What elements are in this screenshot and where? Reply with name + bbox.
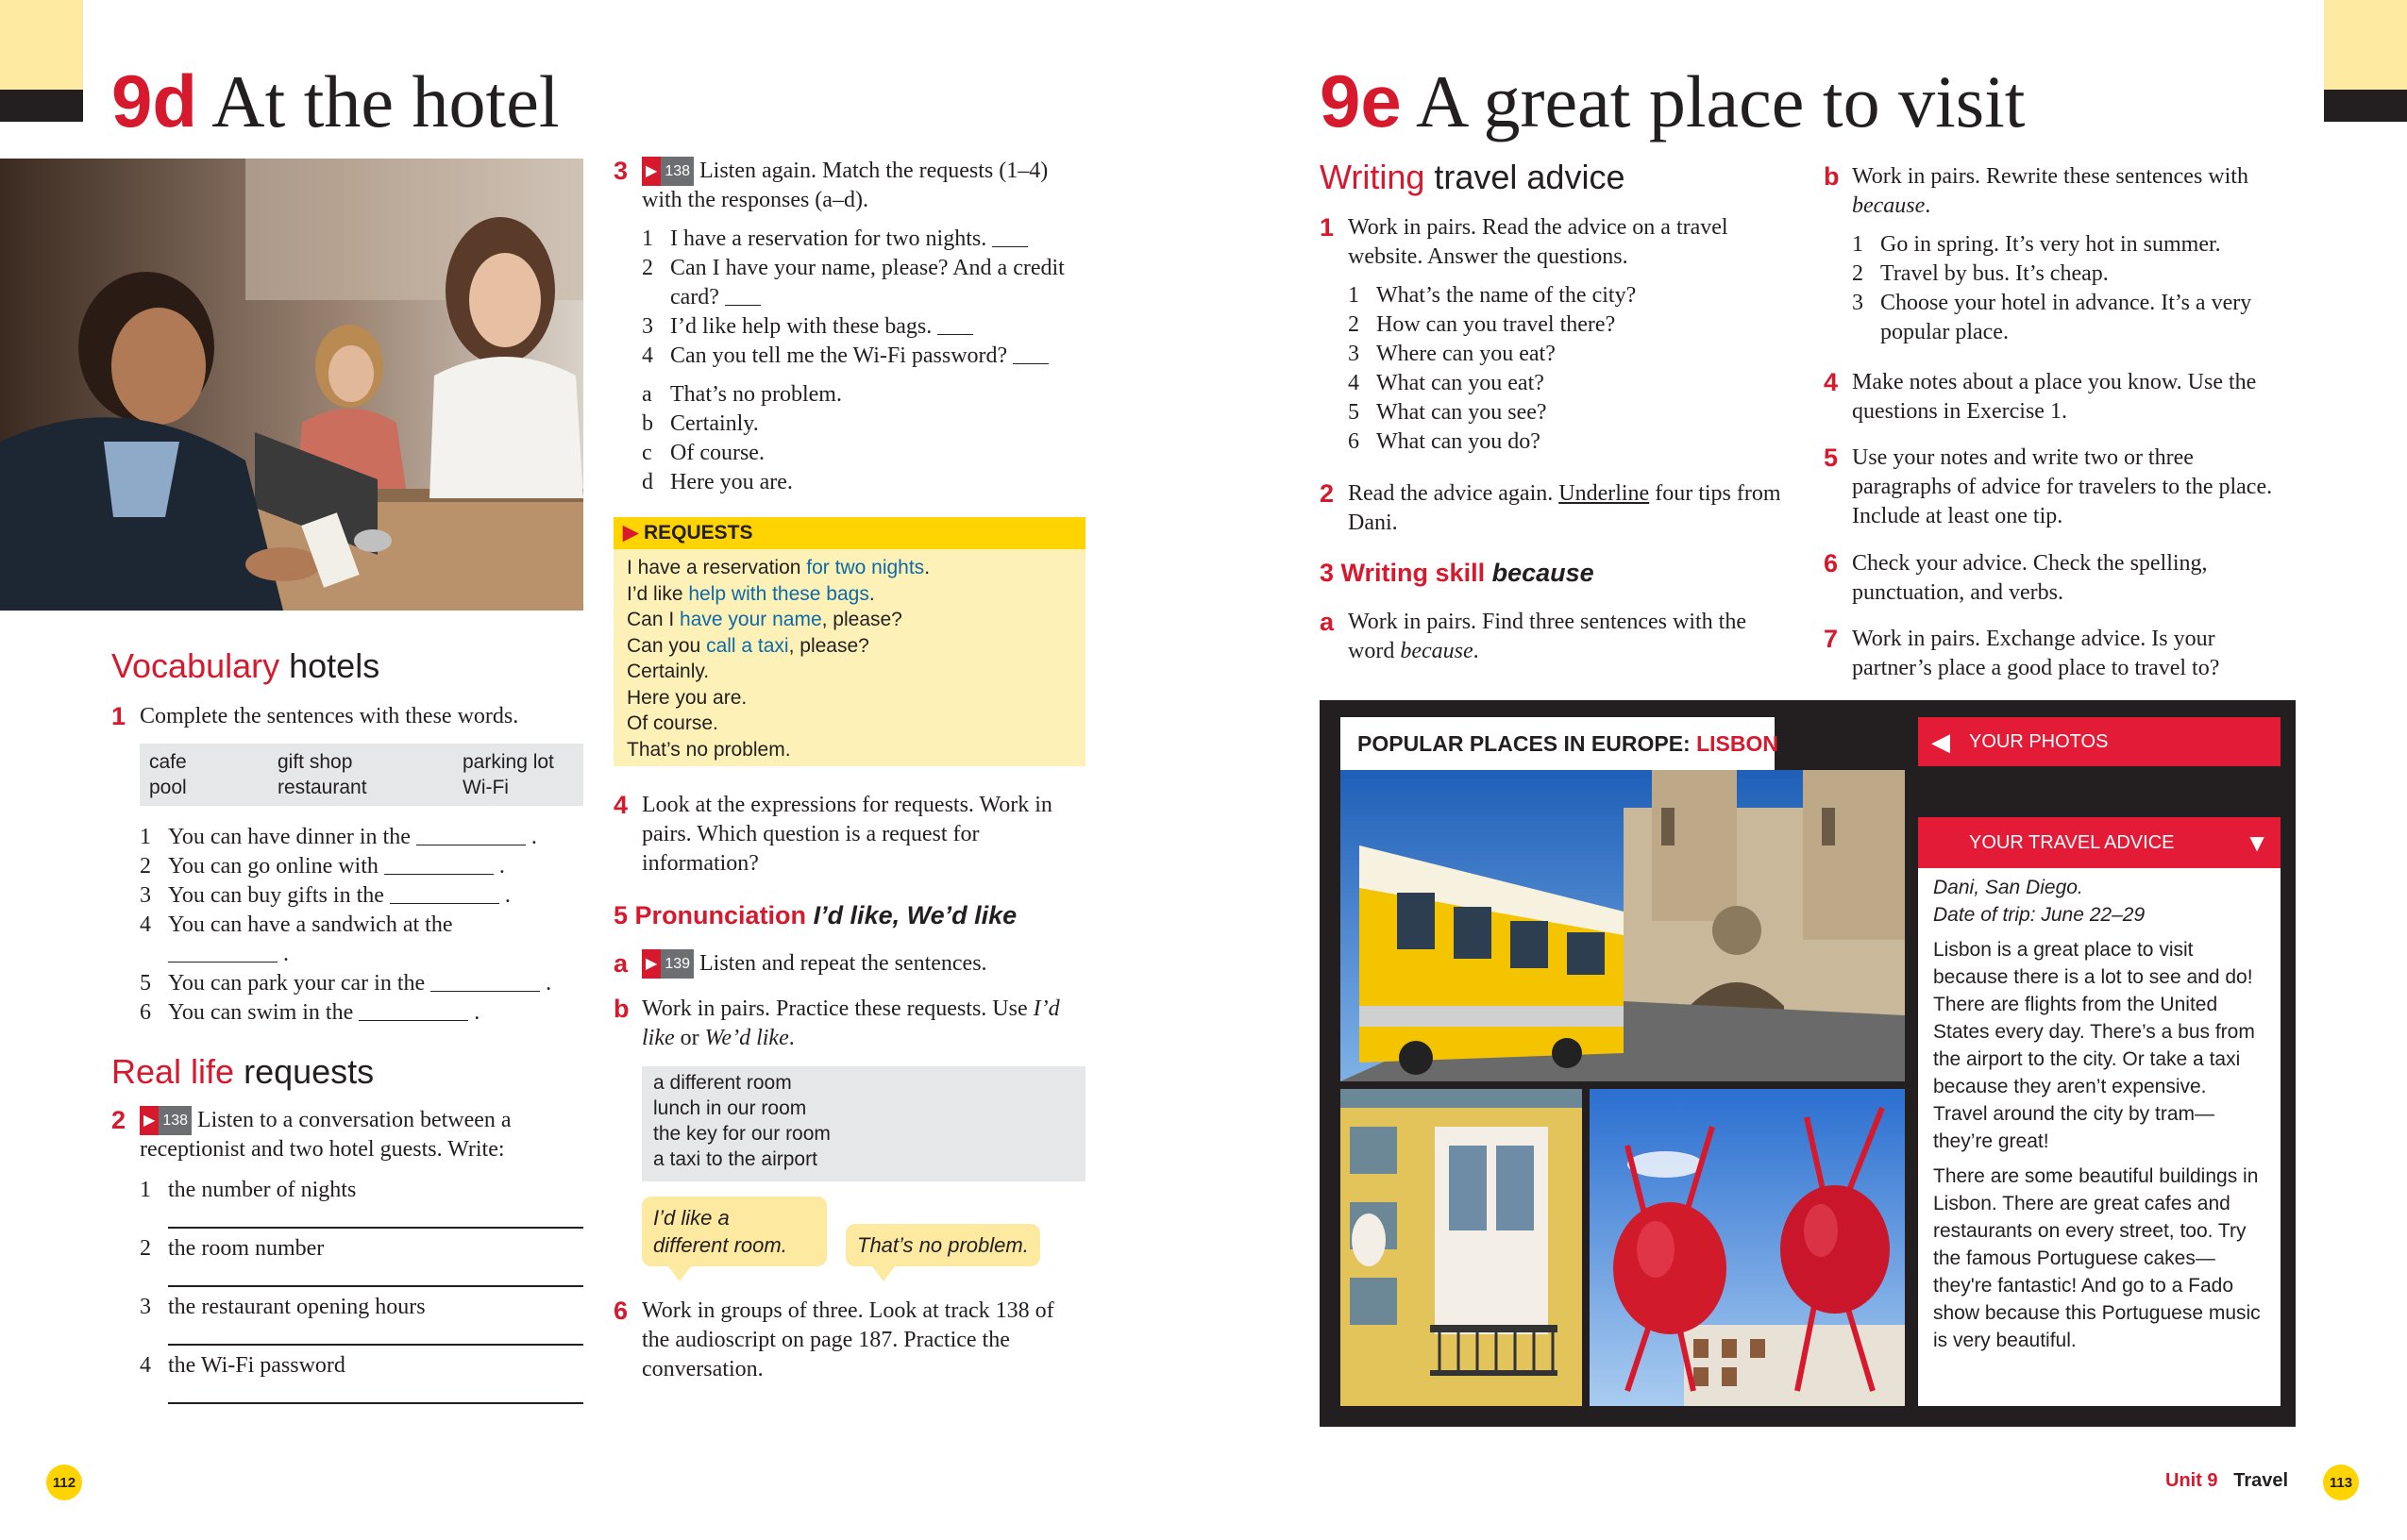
exercise-instruction: Complete the sentences with these words. [140,704,519,728]
page-number-113: 113 [2323,1465,2359,1500]
list-item: 2 Can I have your name, please? And a credit card? [642,256,1065,310]
word: gift shop [278,751,353,773]
answer-blank[interactable] [1013,344,1049,364]
exercise-number: 4 [614,791,629,819]
travel-advice-panel [1918,817,2281,1406]
answer-blank[interactable] [992,227,1028,247]
response-item: b Certainly. [642,411,759,436]
requests-box [614,517,1086,766]
word: parking lot [463,751,554,773]
vocabulary-heading: Vocabulary hotels [111,646,380,685]
writing-skill-heading: 3 Writing skill because [1320,559,1594,587]
prompt-item: a different room [653,1072,792,1094]
list-item: 6 What can you do? [1348,429,1540,454]
exercise-number: 6 [614,1297,629,1325]
exercise-number: 1 [111,702,126,730]
response-line: Certainly. [627,661,710,682]
exercise-number: 2 [1320,479,1335,508]
list-item: 3 I’d like help with these bags. [642,312,1086,342]
response-line: That’s no problem. [627,738,791,761]
request-line: I have a reservation for two nights. [627,557,931,578]
answer-blank[interactable] [725,286,761,306]
list-item: 1 Go in spring. It’s very hot in summer. [1852,232,2221,257]
answer-line[interactable] [168,1402,583,1404]
request-line: I’d like help with these bags. [627,582,875,605]
prompt-box [642,1066,1086,1181]
unit-footer: Unit 9 Travel [2165,1470,2289,1491]
word: cafe [149,751,187,773]
exercise-4 [614,791,1086,879]
prompt-item: lunch in our room [653,1097,807,1119]
answer-blank[interactable] [416,826,526,845]
answer-line[interactable] [168,1227,583,1229]
speech-bubble-request: I’d like a different room. [642,1197,827,1266]
response-item: d Here you are. [642,470,793,494]
prompt-item: the key for our room [653,1123,831,1145]
response-line: Of course. [627,712,718,734]
facade-illustration [1340,1089,1582,1406]
list-item: 3 Where can you eat? [1348,342,1556,366]
list-item: 2 You can go online with . [140,854,505,879]
exercise-instruction: Listen to a conversation between a receptionist and two hotel guests. Write: [140,1108,512,1162]
listen-write-list [140,1176,583,1410]
exercise-number: 2 [111,1106,126,1134]
advice-author: Dani, San Diego. [1933,877,2083,898]
exercise-number: 6 [1824,549,1839,578]
exercise-6 [614,1297,1086,1384]
request-line: Can I have your name, please? [627,609,902,630]
page-title-9d: 9d At the hotel [111,59,560,142]
writing-heading: Writing travel advice [1320,158,1625,196]
sculpture-illustration [1590,1089,1905,1406]
exercise-number: 4 [1824,368,1839,396]
list-item: 1 I have a reservation for two nights. [642,225,1086,254]
list-item: 2 How can you travel there? [1348,312,1616,337]
list-item: 3 Choose your hotel in advance. It’s a very popular place. [1852,291,2252,344]
advice-paragraph: Lisbon is a great place to visit because there is a lot to see and do! There are flights from the United States every day. There’s a bus from the airport to the city. Or take a taxi because they aren’t expensive. Travel around the city by tram—they’re great! [1933,939,2255,1152]
vocab-exercise-1 [111,702,583,731]
exercise-instruction: Work in groups of three. Look at track 138 of the audioscript on page 187. Practice the conversation. [642,1298,1054,1381]
answer-blank[interactable] [359,1001,468,1021]
tram-cathedral-illustration [1340,770,1905,1081]
exercise-instruction: Listen again. Match the requests (1–4) with the responses (a–d). [642,159,1049,212]
list-item: 1 What’s the name of the city? [1348,283,1637,308]
answer-line[interactable] [168,1285,583,1287]
lisbon-tile-facade-photo [1340,1089,1582,1406]
hotel-reception-photo [0,159,583,611]
exercise-instruction: Look at the expressions for requests. Work in pairs. Which question is a request for information? [642,793,1052,876]
arrow-left-icon: ◀ [1931,728,1950,756]
page-title-9e: 9e A great place to visit [1320,59,2026,142]
corner-tab-left [0,0,83,90]
writing-exercise-6: 6 Check your advice. Check the spelling, punctuation, and verbs. [1824,549,2208,605]
exercise-instruction: Work in pairs. Read the advice on a travel website. Answer the questions. [1348,215,1728,269]
exercise-5a: a ▶ 139 Listen and repeat the sentences. [614,949,987,978]
word-box [140,744,583,806]
word: pool [149,777,187,798]
answer-blank[interactable] [384,855,494,875]
triangle-icon: ▶ [623,522,639,544]
lisbon-tram-photo [1340,770,1905,1081]
audio-track-icon[interactable]: ▶ 139 [642,949,694,979]
audio-track-icon[interactable]: ▶ 138 [642,157,694,186]
writing-exercise-3b: b Work in pairs. Rewrite these sentences with because. 1 Go in spring. It’s very hot in summer. 2 Travel by bus. It’s cheap. 3 Choose your hotel in advance. It’s a very popular place. [1824,162,2296,347]
word: Wi-Fi [463,777,509,798]
list-item: 1 You can have dinner in the . [140,825,537,849]
pronunciation-heading: 5 Pronunciation I’d like, We’d like [614,901,1018,929]
writing-exercise-2: 2 Read the advice again. Underline four tips from Dani. [1320,479,1781,535]
real-life-exercise-2 [111,1106,583,1164]
advice-date: Date of trip: June 22–29 [1933,904,2146,926]
lisbon-red-sculpture-photo [1590,1089,1905,1406]
list-item: 5 You can park your car in the . [140,971,552,996]
exercise-number: 1 [1320,213,1335,242]
exercise-number: 5 [1824,444,1839,472]
list-item: 2 the room number [140,1234,583,1293]
response-line: Here you are. [627,686,748,709]
travel-website-panel [1320,700,2296,1427]
speech-bubble-response: That’s no problem. [846,1224,1040,1266]
advice-paragraph: There are some beautiful buildings in Lisbon. There are great cafes and restaurants on every street, too. Try the famous Portuguese cakes—they're fantastic! And go to a Fado show because this Portuguese music is very beautiful. [1933,1165,2261,1351]
writing-exercise-5: 5 Use your notes and write two or three paragraphs of advice for travelers to the place. Include at least one tip. [1824,444,2273,528]
writing-exercise-4: 4 Make notes about a place you know. Use the questions in Exercise 1. [1824,368,2257,424]
list-item: 4 the Wi-Fi password [140,1351,583,1410]
exercise-3 [614,157,1086,497]
your-photos-tab[interactable]: ◀ YOUR PHOTOS [1918,717,2281,766]
travel-advice-tab[interactable]: YOUR TRAVEL ADVICE ▼ [1918,817,2281,868]
list-item: 3 the restaurant opening hours [140,1293,583,1351]
list-item: 1 the number of nights [140,1176,583,1234]
writing-exercise-7: 7 Work in pairs. Exchange advice. Is your partner’s place a good place to travel to? [1824,625,2220,680]
list-item: 2 Travel by bus. It’s cheap. [1852,261,2109,286]
answer-blank[interactable] [390,884,499,904]
word: restaurant [278,777,367,798]
exercise-5b: b Work in pairs. Practice these requests. Use I’d like or We’d like. [614,995,1060,1050]
list-item: 3 You can buy gifts in the . [140,883,511,908]
real-life-heading: Real life requests [111,1052,375,1091]
list-item: 6 You can swim in the . [140,1000,480,1025]
audio-track-icon[interactable]: ▶ 138 [140,1106,192,1135]
page-number-112: 112 [46,1465,82,1500]
answer-line[interactable] [168,1344,583,1346]
arrow-down-icon: ▼ [2245,829,2269,857]
request-line: Can you call a taxi, please? [627,634,869,657]
writing-exercise-1 [1320,213,1792,457]
list-item: 4 You can have a sandwich at the . [140,912,453,966]
requests-box-header: ▶ REQUESTS [614,517,1086,549]
answer-blank[interactable] [430,972,540,992]
answer-blank[interactable] [168,943,278,962]
writing-exercise-3a: a Work in pairs. Find three sentences with the word because. [1320,608,1746,663]
list-item: 5 What can you see? [1348,400,1547,425]
exercise-number: 3 [614,157,629,185]
exercise-number: 7 [1824,625,1839,653]
title-bar-left [0,90,83,122]
response-item: c Of course. [642,441,765,465]
hotel-photo-illustration [0,159,583,611]
list-item: 4 Can you tell me the Wi-Fi password? [642,342,1086,371]
website-banner: POPULAR PLACES IN EUROPE: LISBON [1340,717,1775,770]
corner-tab-right [2324,0,2407,90]
title-bar-right [2324,90,2407,122]
vocab-sentence-list [140,823,593,1028]
response-item: a That’s no problem. [642,382,842,407]
list-item: 4 What can you eat? [1348,371,1544,395]
prompt-item: a taxi to the airport [653,1148,817,1170]
answer-blank[interactable] [937,315,973,335]
